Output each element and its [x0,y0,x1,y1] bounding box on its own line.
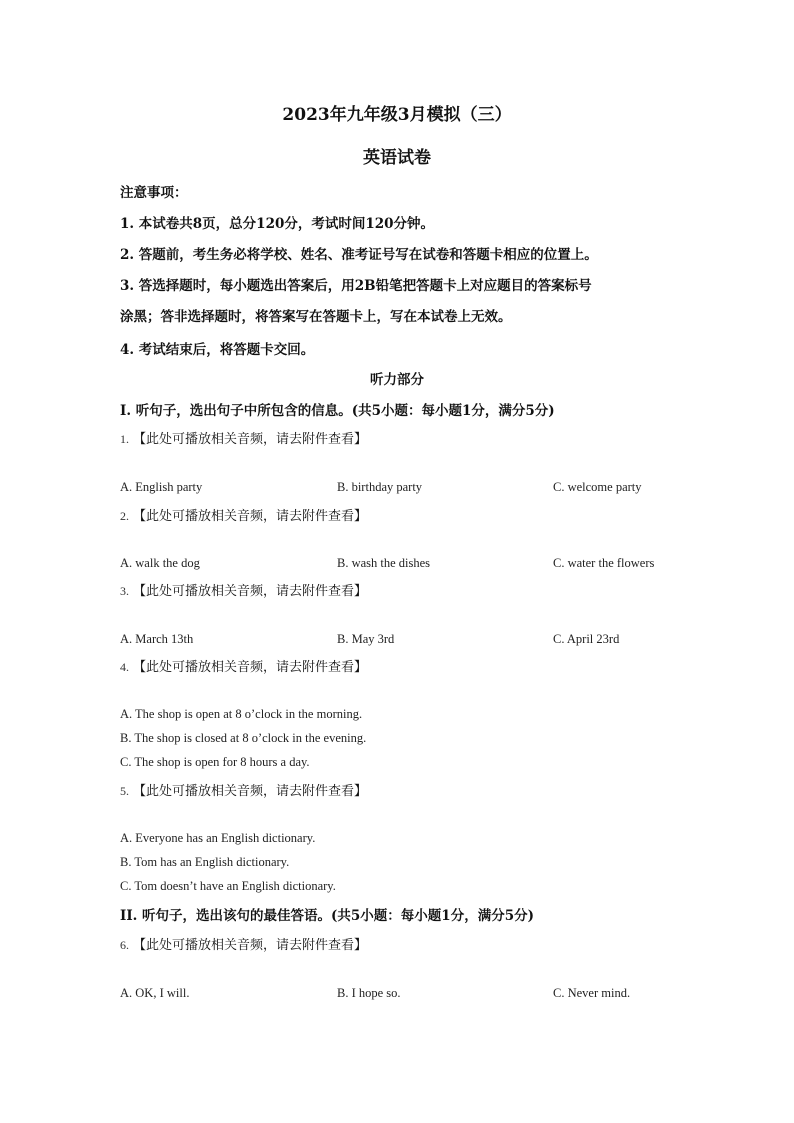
option-c: C. welcome party [553,480,642,494]
option-c: C. The shop is open for 8 hours a day. [120,755,310,769]
question-number: 1. [120,432,129,446]
notice-heading: 注意事项： [120,185,188,201]
audio-placeholder: 【此处可播放相关音频，请去附件查看】 [133,509,368,524]
option-a: A. The shop is open at 8 o’clock in the morning. [120,707,363,721]
question-prompt [120,656,367,675]
option-b: B. I hope so. [337,986,401,1000]
option-c: C. April 23rd [553,632,620,646]
option-b: B. May 3rd [337,632,395,646]
audio-placeholder: 【此处可播放相关音频，请去附件查看】 [133,938,368,953]
question-prompt [120,580,367,599]
question-number: 6. [120,938,129,952]
audio-placeholder: 【此处可播放相关音频，请去附件查看】 [133,660,368,675]
notice-item: 3. 答选择题时，每小题选出答案后，用2B铅笔把答题卡上对应题目的答案标号 [120,278,592,294]
page-title: 2023年九年级3月模拟（三） [282,105,512,125]
option-c: C. Never mind. [553,986,631,1000]
notice-item: 1. 本试卷共8页，总分120分，考试时间120分钟。 [120,216,435,232]
section-heading: II. 听句子，选出该句的最佳答语。(共5小题：每小题1分，满分5分) [120,908,534,924]
question-prompt [120,505,367,524]
option-b: B. wash the dishes [337,556,431,570]
question-number: 4. [120,660,129,674]
option-c: C. Tom doesn’t have an English dictionary. [120,879,336,893]
section-heading: I. 听句子，选出句子中所包含的信息。(共5小题：每小题1分，满分5分) [120,403,555,419]
option-b: B. The shop is closed at 8 o’clock in the evening. [120,731,367,745]
option-b: B. Tom has an English dictionary. [120,855,290,869]
question-prompt [120,780,367,799]
option-a: A. walk the dog [120,556,200,570]
question-number: 3. [120,584,129,598]
notice-item: 涂黑；答非选择题时，将答案写在答题卡上，写在本试卷上无效。 [120,309,512,325]
audio-placeholder: 【此处可播放相关音频，请去附件查看】 [133,432,368,447]
option-a: A. English party [120,480,203,494]
option-c: C. water the flowers [553,556,655,570]
option-a: A. Everyone has an English dictionary. [120,831,316,845]
notice-item: 4. 考试结束后，将答题卡交回。 [120,342,315,358]
question-number: 5. [120,784,129,798]
question-number: 2. [120,509,129,523]
option-b: B. birthday party [337,480,423,494]
page-subtitle: 英语试卷 [363,148,431,168]
listening-heading: 听力部分 [370,372,424,388]
option-a: A. March 13th [120,632,194,646]
notice-item: 2. 答题前，考生务必将学校、姓名、准考证号写在试卷和答题卡相应的位置上。 [120,247,598,263]
audio-placeholder: 【此处可播放相关音频，请去附件查看】 [133,584,368,599]
question-prompt [120,428,367,447]
option-a: A. OK, I will. [120,986,190,1000]
audio-placeholder: 【此处可播放相关音频，请去附件查看】 [133,784,368,799]
question-prompt [120,934,367,953]
